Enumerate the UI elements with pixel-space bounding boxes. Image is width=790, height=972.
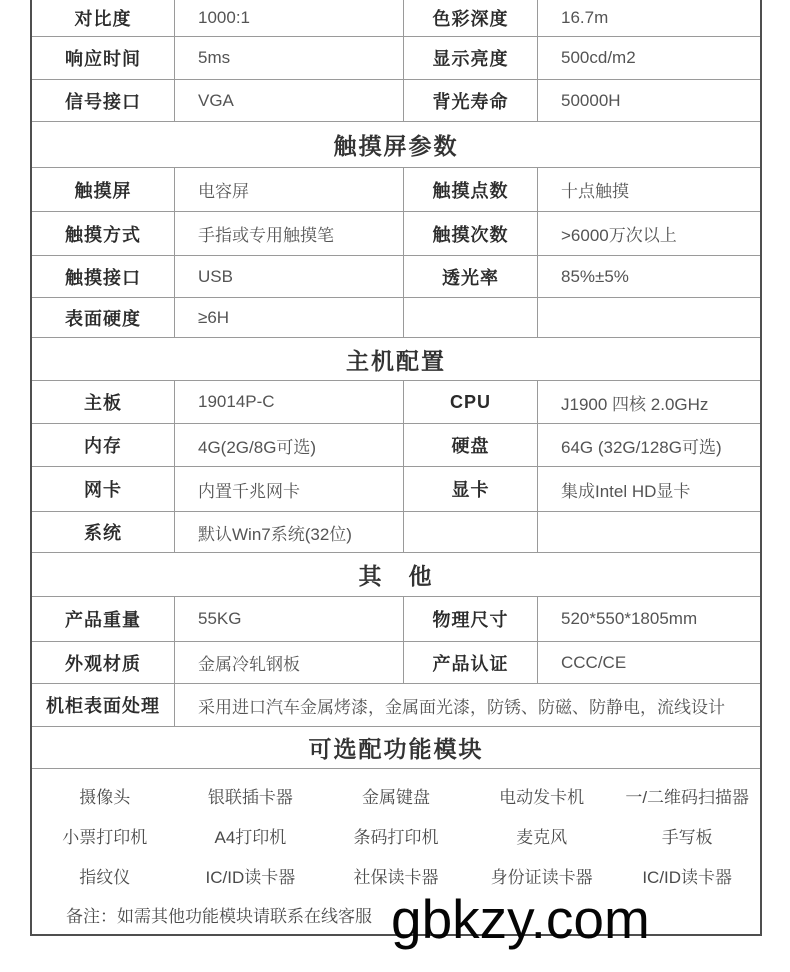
spec-value: 4G(2G/8G可选) bbox=[175, 424, 404, 466]
spec-label: 触摸点数 bbox=[404, 168, 538, 211]
spec-value: USB bbox=[175, 256, 404, 297]
spec-label bbox=[404, 298, 538, 337]
spec-value bbox=[538, 512, 760, 552]
module-item: 一/二维码扫描器 bbox=[625, 787, 750, 807]
spec-label: 信号接口 bbox=[32, 80, 175, 121]
table-row bbox=[32, 80, 760, 122]
module-item: 摄像头 bbox=[79, 787, 131, 807]
modules-note: 备注：如需其他功能模块请联系在线客服 bbox=[66, 907, 372, 926]
spec-value: 手指或专用触摸笔 bbox=[175, 212, 404, 255]
spec-value: J1900 四核 2.0GHz bbox=[561, 394, 709, 414]
spec-value: 默认Win7系统(32位) bbox=[175, 512, 404, 552]
module-item: 银联插卡器 bbox=[207, 787, 293, 807]
spec-label: 触摸接口 bbox=[32, 256, 175, 297]
spec-value bbox=[538, 298, 760, 337]
spec-label: 物理尺寸 bbox=[404, 597, 538, 641]
section-header-host: 主机配置 bbox=[32, 338, 760, 381]
spec-label: 透光率 bbox=[404, 256, 538, 297]
spec-value: 520*550*1805mm bbox=[561, 609, 698, 628]
spec-value: VGA bbox=[175, 80, 404, 121]
spec-value: 64G (32G/128G可选) bbox=[561, 437, 722, 457]
spec-label: 系统 bbox=[32, 512, 175, 552]
module-item: 小票打印机 bbox=[62, 827, 148, 847]
spec-value: 19014P-C bbox=[175, 381, 404, 423]
spec-label: 产品重量 bbox=[32, 597, 175, 641]
spec-value: 集成Intel HD显卡 bbox=[561, 481, 691, 501]
table-row bbox=[32, 424, 760, 467]
module-item: 金属键盘 bbox=[361, 787, 430, 807]
modules-row bbox=[32, 815, 760, 855]
table-row bbox=[32, 467, 760, 512]
spec-value: CCC/CE bbox=[561, 652, 627, 672]
table-row bbox=[32, 597, 760, 642]
module-item: IC/ID读卡器 bbox=[642, 867, 733, 887]
spec-value: 内置千兆网卡 bbox=[175, 467, 404, 511]
table-row bbox=[32, 212, 760, 256]
module-item: A4打印机 bbox=[214, 827, 287, 847]
spec-label bbox=[404, 512, 538, 552]
module-item: 手写板 bbox=[661, 827, 713, 847]
spec-value: 十点触摸 bbox=[561, 182, 629, 201]
spec-table bbox=[30, 0, 762, 936]
table-row bbox=[32, 0, 760, 37]
spec-value: 1000:1 bbox=[175, 0, 404, 36]
module-item: 麦克风 bbox=[516, 827, 568, 847]
table-row-cabinet-finish bbox=[32, 684, 760, 727]
module-item: IC/ID读卡器 bbox=[205, 867, 296, 887]
table-row bbox=[32, 256, 760, 298]
module-item: 电动发卡机 bbox=[499, 787, 585, 807]
spec-value: 采用进口汽车金属烤漆，金属面光漆，防锈、防磁、防静电，流线设计 bbox=[198, 697, 725, 717]
table-row bbox=[32, 37, 760, 80]
spec-label: 背光寿命 bbox=[404, 80, 538, 121]
spec-label: 表面硬度 bbox=[32, 298, 175, 337]
spec-label: 对比度 bbox=[32, 0, 175, 36]
spec-value: 85%±5% bbox=[561, 266, 629, 286]
spec-label: 响应时间 bbox=[32, 37, 175, 79]
module-item: 社保读卡器 bbox=[353, 867, 439, 887]
spec-label: 内存 bbox=[32, 424, 175, 466]
module-item: 身份证读卡器 bbox=[490, 867, 593, 887]
spec-value: 电容屏 bbox=[175, 168, 404, 211]
spec-label: 色彩深度 bbox=[404, 0, 538, 36]
spec-value: 16.7m bbox=[561, 8, 609, 27]
table-row bbox=[32, 642, 760, 684]
spec-label: 显卡 bbox=[404, 467, 538, 511]
spec-value: 55KG bbox=[175, 597, 404, 641]
section-header-touch: 触摸屏参数 bbox=[32, 122, 760, 168]
spec-label: 网卡 bbox=[32, 467, 175, 511]
table-row bbox=[32, 298, 760, 338]
spec-label: 显示亮度 bbox=[404, 37, 538, 79]
spec-label: 机柜表面处理 bbox=[32, 684, 175, 726]
section-header-other: 其 他 bbox=[32, 553, 760, 597]
spec-value: >6000万次以上 bbox=[561, 226, 677, 245]
spec-value: 50000H bbox=[561, 90, 621, 110]
watermark-text: gbkzy.com bbox=[391, 888, 650, 950]
spec-label: 触摸次数 bbox=[404, 212, 538, 255]
spec-label: 触摸方式 bbox=[32, 212, 175, 255]
section-header-modules: 可选配功能模块 bbox=[32, 727, 760, 769]
spec-value: ≥6H bbox=[175, 298, 404, 337]
spec-label: 产品认证 bbox=[404, 642, 538, 683]
modules-row bbox=[32, 775, 760, 815]
table-row bbox=[32, 381, 760, 424]
spec-label: 硬盘 bbox=[404, 424, 538, 466]
spec-label: 触摸屏 bbox=[32, 168, 175, 211]
spec-value: 5ms bbox=[175, 37, 404, 79]
spec-value: 500cd/m2 bbox=[561, 48, 636, 67]
table-row bbox=[32, 168, 760, 212]
module-item: 条码打印机 bbox=[353, 827, 439, 847]
module-item: 指纹仪 bbox=[79, 867, 131, 887]
spec-label: CPU bbox=[404, 381, 538, 423]
spec-label: 外观材质 bbox=[32, 642, 175, 683]
spec-label: 主板 bbox=[32, 381, 175, 423]
spec-value: 金属冷轧钢板 bbox=[175, 642, 404, 683]
table-row bbox=[32, 512, 760, 553]
